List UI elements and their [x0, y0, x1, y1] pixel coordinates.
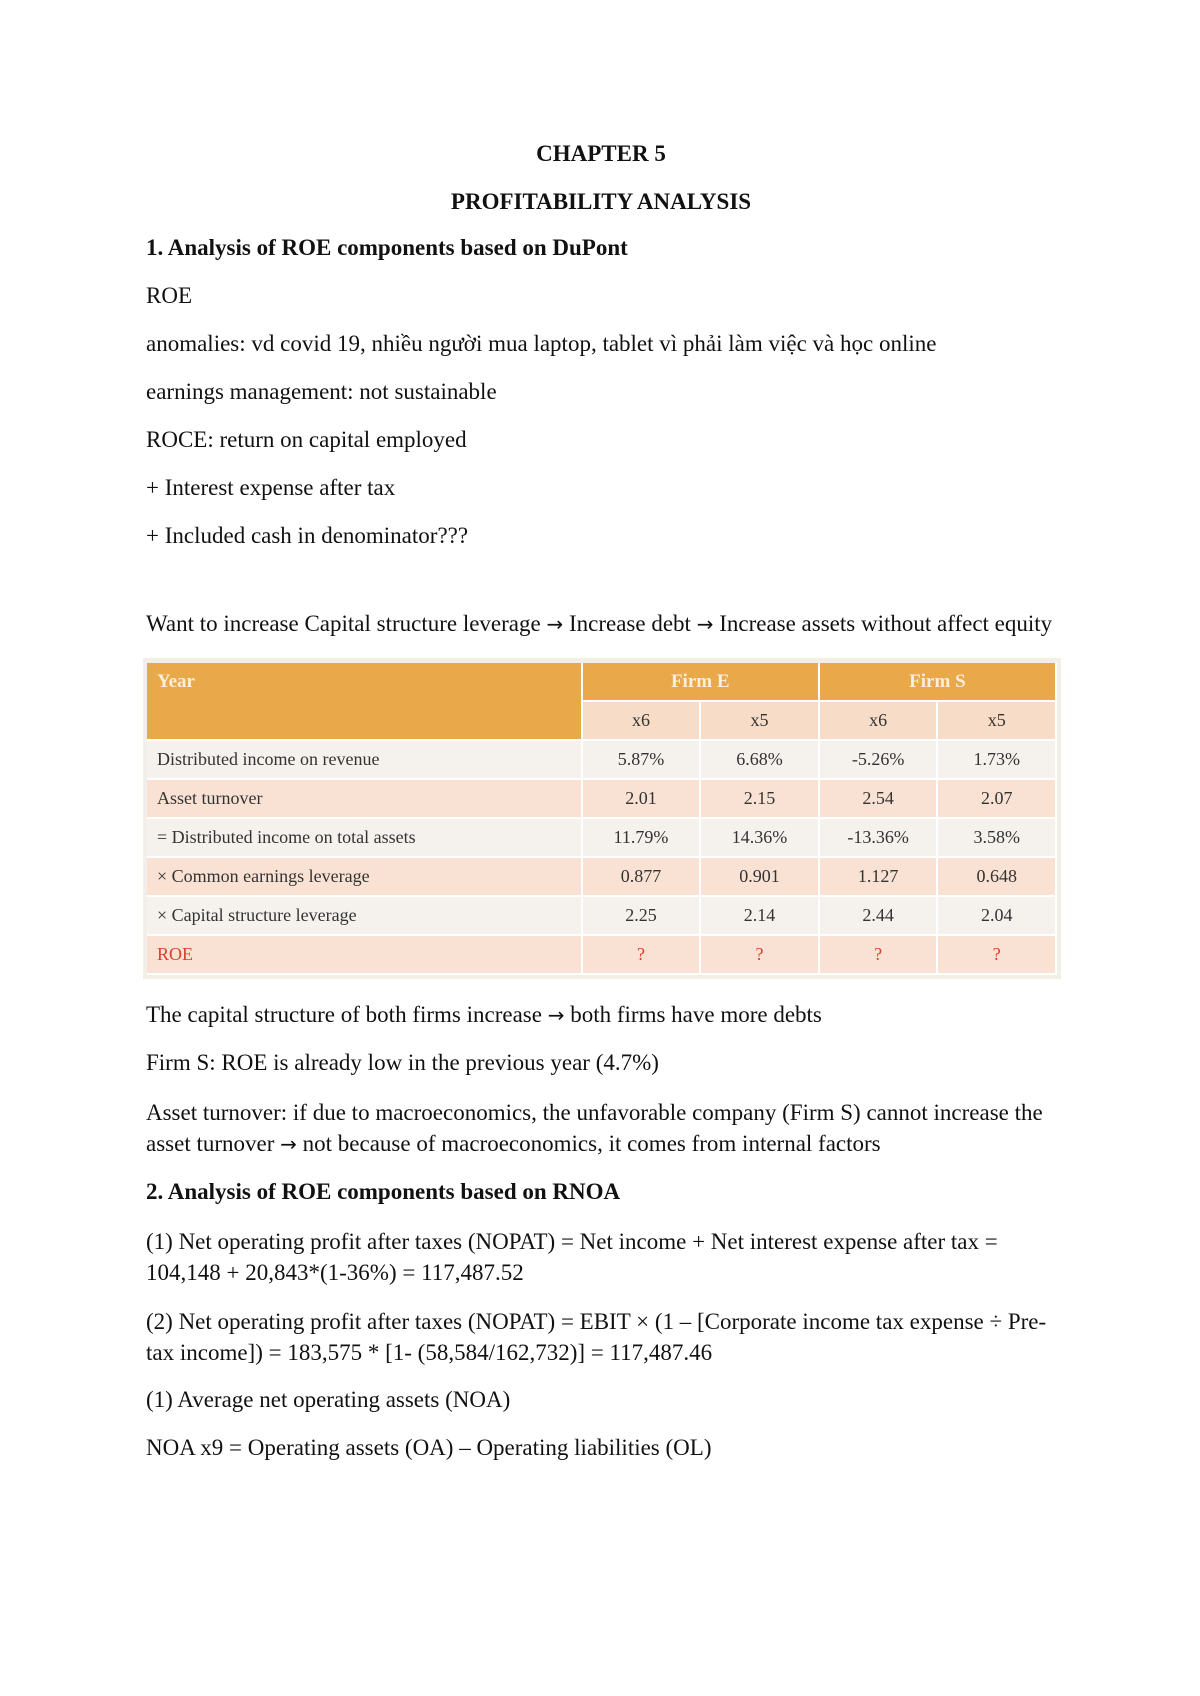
table-cell: 2.25 — [582, 896, 701, 935]
arrow-icon: → — [696, 612, 714, 636]
chapter-title: CHAPTER 5 — [536, 141, 666, 166]
row-label: × Common earnings leverage — [147, 857, 582, 896]
table-cell: ? — [700, 935, 819, 974]
table-cell: 2.04 — [937, 896, 1056, 935]
row-label: × Capital structure leverage — [147, 896, 582, 935]
row-label: ROE — [147, 935, 582, 974]
noa-heading: (1) Average net operating assets (NOA) — [146, 1387, 511, 1412]
asset-turnover-part1: Asset turnover: if due to macroeconomics, the unfavorable company (Firm S) cannot increase the asset turnover — [146, 1100, 1043, 1156]
section2-heading: 2. Analysis of ROE components based on RNOA — [146, 1179, 621, 1204]
text-roe: ROE — [146, 283, 192, 308]
text-roce: ROCE: return on capital employed — [146, 427, 467, 452]
table-cell: 14.36% — [700, 818, 819, 857]
table-cell: 0.877 — [582, 857, 701, 896]
document-page — [146, 140, 1056, 1482]
table-cell: ? — [582, 935, 701, 974]
firm-e-header: Firm E — [582, 663, 819, 701]
table-cell: 2.14 — [700, 896, 819, 935]
table-cell: 1.127 — [819, 857, 938, 896]
subheader-cell: x6 — [819, 701, 938, 740]
table-row-roe — [147, 935, 1056, 974]
page-title: PROFITABILITY ANALYSIS — [450, 189, 752, 214]
section1-heading: 1. Analysis of ROE components based on DuPont — [146, 235, 628, 260]
table-cell: 2.15 — [700, 779, 819, 818]
table-cell: 6.68% — [700, 740, 819, 779]
year-header: Year — [147, 663, 582, 740]
table-cell: 2.07 — [937, 779, 1056, 818]
table-cell: ? — [819, 935, 938, 974]
row-label: Asset turnover — [147, 779, 582, 818]
row-label: Distributed income on revenue — [147, 740, 582, 779]
firm-s-note: Firm S: ROE is already low in the previous year (4.7%) — [146, 1050, 659, 1075]
arrow-icon: → — [546, 612, 564, 636]
asset-turnover-note — [146, 1097, 1056, 1160]
table-cell: 11.79% — [582, 818, 701, 857]
text-anomalies: anomalies: vd covid 19, nhiều người mua laptop, tablet vì phải làm việc và học online — [146, 331, 937, 356]
arrow-icon: → — [280, 1132, 297, 1156]
table-cell: ? — [937, 935, 1056, 974]
dupont-table-wrapper — [143, 658, 1061, 979]
leverage-note — [146, 608, 1056, 640]
dupont-table — [147, 663, 1057, 975]
subheader-cell: x5 — [700, 701, 819, 740]
table-row — [147, 857, 1056, 896]
firm-s-header: Firm S — [819, 663, 1056, 701]
text-included-cash: + Included cash in denominator??? — [146, 523, 469, 548]
table-cell: -5.26% — [819, 740, 938, 779]
subheader-cell: x6 — [582, 701, 701, 740]
table-cell: 1.73% — [937, 740, 1056, 779]
nopat-formula-1: (1) Net operating profit after taxes (NOPAT) = Net income + Net interest expense after tax = 104,148 + 20,843*(1-36%) = 117,487.52 — [146, 1229, 998, 1285]
capital-structure-note — [146, 1001, 1056, 1029]
table-cell: 2.44 — [819, 896, 938, 935]
table-header-row — [147, 663, 1056, 701]
subheader-cell: x5 — [937, 701, 1056, 740]
table-row — [147, 818, 1056, 857]
capital-structure-part2: both firms have more debts — [564, 1002, 822, 1027]
noa-x9-formula: NOA x9 = Operating assets (OA) – Operating liabilities (OL) — [146, 1435, 712, 1460]
text-interest-expense: + Interest expense after tax — [146, 475, 396, 500]
leverage-note-part1: Want to increase Capital structure leverage — [146, 611, 547, 636]
table-cell: 2.01 — [582, 779, 701, 818]
table-row — [147, 779, 1056, 818]
table-row — [147, 740, 1056, 779]
table-cell: 5.87% — [582, 740, 701, 779]
table-cell: 0.648 — [937, 857, 1056, 896]
table-cell: 3.58% — [937, 818, 1056, 857]
nopat-formula-2: (2) Net operating profit after taxes (NOPAT) = EBIT × (1 – [Corporate income tax expense ÷ Pre-tax income]) = 183,575 * [1- (58,584/162,732)] = 117,487.46 — [146, 1309, 1047, 1365]
capital-structure-part1: The capital structure of both firms increase — [146, 1002, 548, 1027]
arrow-icon: → — [547, 1003, 565, 1027]
table-cell: 2.54 — [819, 779, 938, 818]
leverage-note-part2: Increase debt — [563, 611, 697, 636]
table-row — [147, 896, 1056, 935]
asset-turnover-part2: not because of macroeconomics, it comes from internal factors — [296, 1131, 881, 1156]
row-label: = Distributed income on total assets — [147, 818, 582, 857]
text-earnings-management: earnings management: not sustainable — [146, 379, 497, 404]
leverage-note-part3: Increase assets without affect equity — [713, 611, 1053, 636]
table-cell: -13.36% — [819, 818, 938, 857]
table-cell: 0.901 — [700, 857, 819, 896]
